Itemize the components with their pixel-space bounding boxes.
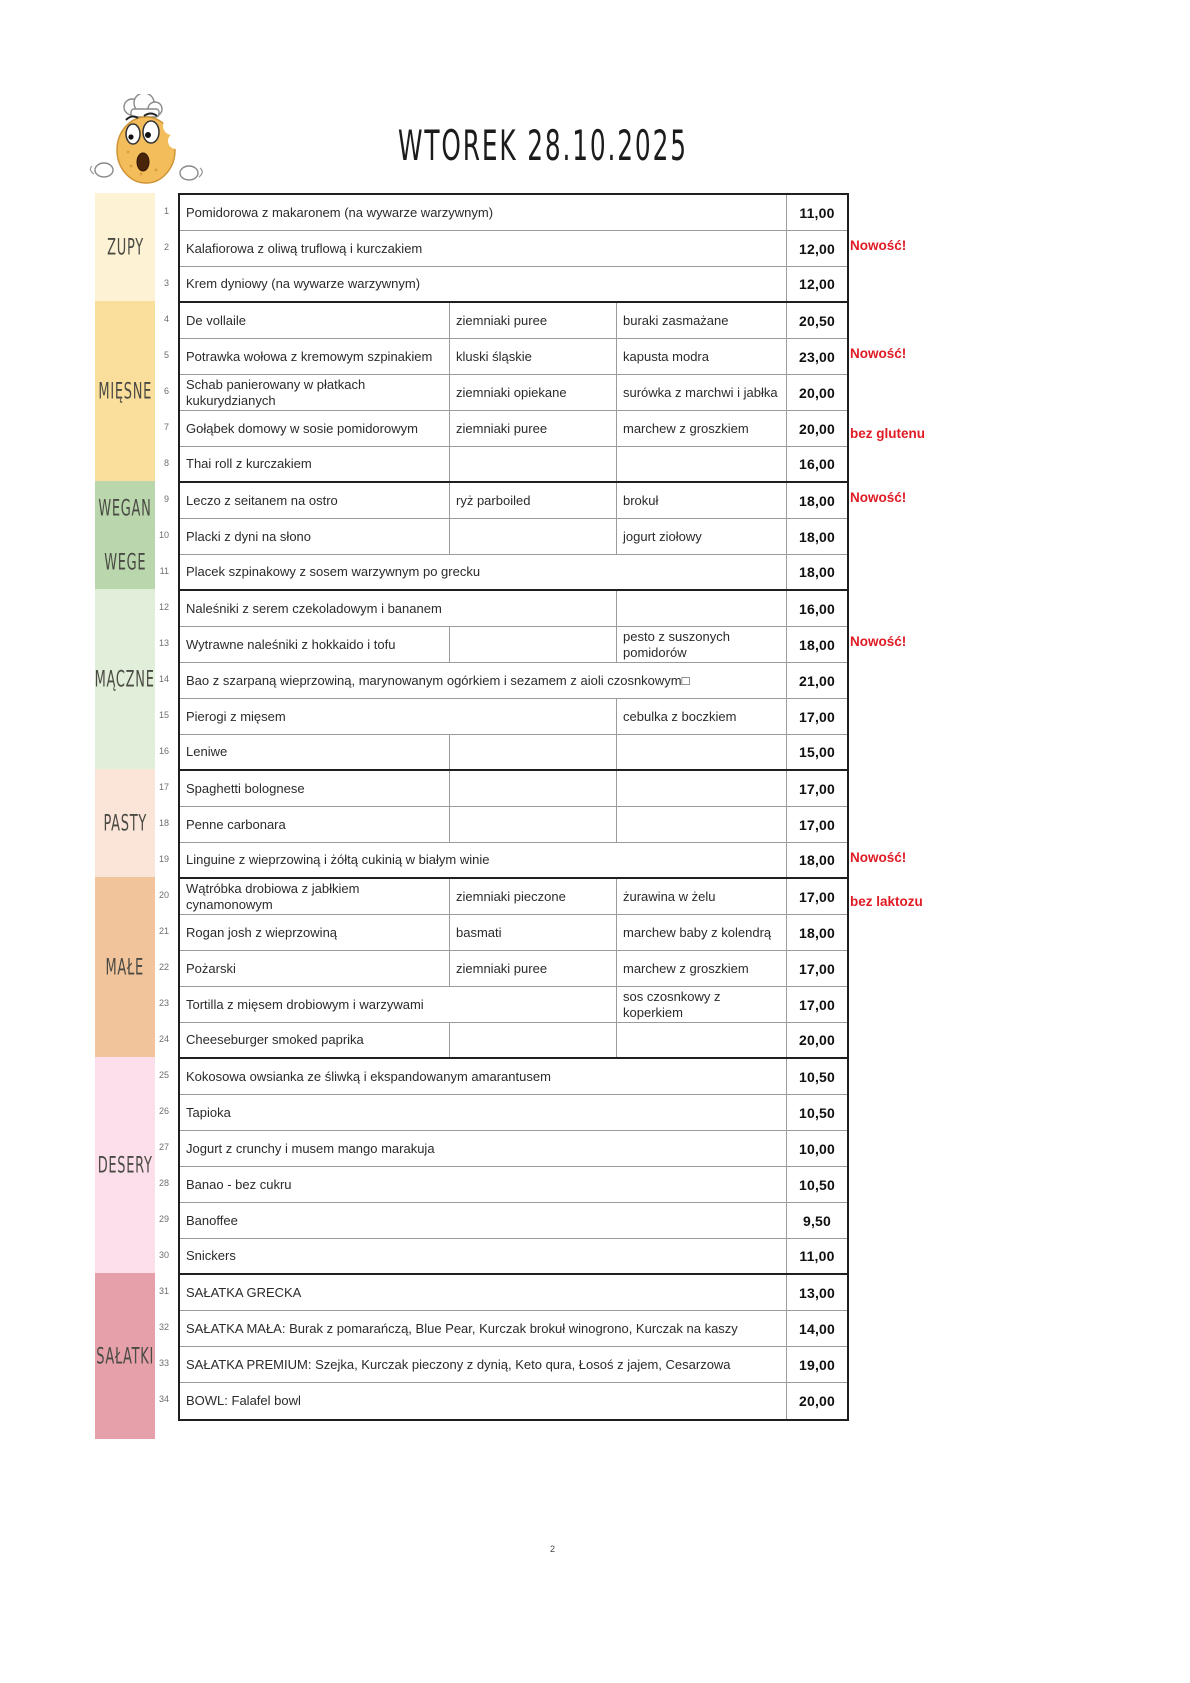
dish-name-cell: Tortilla z mięsem drobiowym i warzywami bbox=[180, 987, 617, 1022]
row-number: 21 bbox=[158, 926, 169, 936]
menu-row bbox=[180, 735, 847, 771]
side-dish-cell bbox=[450, 1023, 617, 1057]
note-label: bez glutenu bbox=[850, 426, 925, 441]
price-cell: 20,00 bbox=[798, 1393, 836, 1409]
side-dish-cell: brokuł bbox=[617, 483, 787, 518]
row-number: 25 bbox=[158, 1070, 169, 1080]
side-dish-cell bbox=[450, 447, 617, 481]
row-number: 27 bbox=[158, 1142, 169, 1152]
menu-row bbox=[180, 591, 847, 627]
note-label: Nowość! bbox=[850, 490, 907, 505]
row-number: 8 bbox=[163, 458, 169, 468]
row-number: 14 bbox=[158, 674, 169, 684]
side-dish-cell: ryż parboiled bbox=[450, 483, 617, 518]
side-dish-cell bbox=[450, 735, 617, 769]
side-dish-cell: ziemniaki puree bbox=[450, 303, 617, 338]
menu-row bbox=[180, 195, 847, 231]
menu-row bbox=[180, 1239, 847, 1275]
side-dish-cell bbox=[617, 807, 787, 842]
side-dish-cell: ziemniaki opiekane bbox=[450, 375, 617, 410]
dish-name-cell: De vollaile bbox=[180, 303, 450, 338]
dish-name-cell: Schab panierowany w płatkach kukurydzianych bbox=[180, 375, 450, 410]
menu-row bbox=[180, 231, 847, 267]
section-band-wegan bbox=[95, 481, 155, 589]
section-label: WEGAN bbox=[98, 494, 152, 522]
dish-name-cell: BOWL: Falafel bowl bbox=[180, 1383, 787, 1419]
section-band-desery bbox=[95, 1057, 155, 1273]
menu-row bbox=[180, 951, 847, 987]
side-dish-cell: marchew baby z kolendrą bbox=[617, 915, 787, 950]
dish-name-cell: Gołąbek domowy w sosie pomidorowym bbox=[180, 411, 450, 446]
price-cell: 16,00 bbox=[798, 456, 836, 472]
menu-row bbox=[180, 303, 847, 339]
menu-row bbox=[180, 1131, 847, 1167]
price-cell: 11,00 bbox=[799, 1248, 835, 1264]
dish-name-cell: Pomidorowa z makaronem (na wywarze warzywnym) bbox=[180, 195, 787, 230]
dish-name-cell: Potrawka wołowa z kremowym szpinakiem bbox=[180, 339, 450, 374]
row-number: 15 bbox=[158, 710, 169, 720]
dish-name-cell: Kalafiorowa z oliwą truflową i kurczakiem bbox=[180, 231, 787, 266]
row-number: 5 bbox=[163, 350, 169, 360]
dish-name-cell: Wątróbka drobiowa z jabłkiem cynamonowym bbox=[180, 879, 450, 914]
row-number: 1 bbox=[163, 206, 169, 216]
side-dish-cell: jogurt ziołowy bbox=[617, 519, 787, 554]
menu-row bbox=[180, 1095, 847, 1131]
price-cell: 17,00 bbox=[798, 888, 836, 905]
dish-name-cell: Cheeseburger smoked paprika bbox=[180, 1023, 450, 1057]
row-number: 16 bbox=[158, 746, 169, 756]
price-cell: 12,00 bbox=[798, 276, 836, 292]
price-cell: 17,00 bbox=[798, 960, 836, 977]
section-label: MĄCZNE bbox=[95, 665, 155, 693]
side-dish-cell: marchew z groszkiem bbox=[617, 411, 787, 446]
dish-name-cell: Pierogi z mięsem bbox=[180, 699, 617, 734]
side-dish-cell: ziemniaki puree bbox=[450, 411, 617, 446]
dish-name-cell: Placek szpinakowy z sosem warzywnym po grecku bbox=[180, 555, 787, 589]
dish-name-cell: Wytrawne naleśniki z hokkaido i tofu bbox=[180, 627, 450, 662]
row-number: 3 bbox=[163, 278, 169, 288]
side-dish-cell bbox=[617, 771, 787, 806]
side-dish-cell: cebulka z boczkiem bbox=[617, 699, 787, 734]
dish-name-cell: Pożarski bbox=[180, 951, 450, 986]
menu-row bbox=[180, 807, 847, 843]
dish-name-cell: Krem dyniowy (na wywarze warzywnym) bbox=[180, 267, 787, 301]
note-label: bez laktozu bbox=[850, 894, 923, 909]
row-number: 26 bbox=[158, 1106, 169, 1116]
side-dish-cell bbox=[617, 591, 787, 626]
menu-row bbox=[180, 699, 847, 735]
menu-row bbox=[180, 1059, 847, 1095]
price-cell: 12,00 bbox=[798, 240, 836, 257]
dish-name-cell: SAŁATKA MAŁA: Burak z pomarańczą, Blue Pear, Kurczak brokuł winogrono, Kurczak na kaszy bbox=[180, 1311, 787, 1346]
menu-row bbox=[180, 375, 847, 411]
section-label: SAŁATKI bbox=[96, 1342, 154, 1370]
menu-row bbox=[180, 519, 847, 555]
row-number: 32 bbox=[158, 1322, 169, 1332]
dish-name-cell: Naleśniki z serem czekoladowym i bananem bbox=[180, 591, 617, 626]
row-number: 34 bbox=[158, 1394, 169, 1404]
price-cell: 18,00 bbox=[798, 492, 836, 509]
dish-name-cell: Spaghetti bolognese bbox=[180, 771, 450, 806]
section-label: WEGE bbox=[103, 548, 147, 576]
price-cell: 23,00 bbox=[798, 348, 836, 365]
price-cell: 18,00 bbox=[798, 924, 836, 941]
menu-row bbox=[180, 987, 847, 1023]
menu-row bbox=[180, 879, 847, 915]
price-cell: 9,50 bbox=[802, 1212, 832, 1229]
price-cell: 20,00 bbox=[798, 1032, 836, 1048]
menu-row bbox=[180, 555, 847, 591]
side-dish-cell: ziemniaki puree bbox=[450, 951, 617, 986]
menu-row bbox=[180, 339, 847, 375]
row-number: 18 bbox=[158, 818, 169, 828]
page-title: WTOREK 28.10.2025 bbox=[398, 122, 688, 171]
row-number: 12 bbox=[158, 602, 169, 612]
dish-name-cell: Banao - bez cukru bbox=[180, 1167, 787, 1202]
row-number: 9 bbox=[163, 494, 169, 504]
dish-name-cell: SAŁATKA GRECKA bbox=[180, 1275, 787, 1310]
price-cell: 11,00 bbox=[799, 204, 835, 221]
dish-name-cell: Thai roll z kurczakiem bbox=[180, 447, 450, 481]
dish-name-cell: Rogan josh z wieprzowiną bbox=[180, 915, 450, 950]
menu-row bbox=[180, 447, 847, 483]
price-cell: 19,00 bbox=[798, 1356, 836, 1373]
menu-table bbox=[95, 193, 1095, 1473]
section-band-pasty bbox=[95, 769, 155, 877]
side-dish-cell bbox=[450, 771, 617, 806]
row-number: 23 bbox=[158, 998, 169, 1008]
row-number: 28 bbox=[158, 1178, 169, 1188]
price-cell: 20,50 bbox=[798, 312, 836, 329]
dish-name-cell: Leniwe bbox=[180, 735, 450, 769]
row-number: 13 bbox=[158, 638, 169, 648]
price-cell: 10,50 bbox=[798, 1104, 836, 1121]
price-cell: 17,00 bbox=[798, 780, 836, 797]
side-dish-cell bbox=[617, 1023, 787, 1057]
section-band-mączne bbox=[95, 589, 155, 769]
dish-name-cell: Banoffee bbox=[180, 1203, 787, 1238]
note-label: Nowość! bbox=[850, 346, 907, 361]
dish-name-cell: Tapioka bbox=[180, 1095, 787, 1130]
row-number: 2 bbox=[163, 242, 169, 252]
side-dish-cell bbox=[450, 627, 617, 662]
row-number: 30 bbox=[158, 1250, 169, 1260]
side-dish-cell: basmati bbox=[450, 915, 617, 950]
menu-row bbox=[180, 1167, 847, 1203]
price-cell: 17,00 bbox=[798, 708, 836, 725]
section-band-zupy bbox=[95, 193, 155, 301]
page-number: 2 bbox=[550, 1544, 556, 1554]
side-dish-cell: żurawina w żelu bbox=[617, 879, 787, 914]
note-label: Nowość! bbox=[850, 850, 907, 865]
side-dish-cell: marchew z groszkiem bbox=[617, 951, 787, 986]
menu-row bbox=[180, 267, 847, 303]
section-label: MAŁE bbox=[105, 953, 145, 981]
dish-name-cell: Leczo z seitanem na ostro bbox=[180, 483, 450, 518]
price-cell: 13,00 bbox=[798, 1284, 836, 1301]
menu-row bbox=[180, 1347, 847, 1383]
menu-row bbox=[180, 1275, 847, 1311]
side-dish-cell: kapusta modra bbox=[617, 339, 787, 374]
price-cell: 18,00 bbox=[798, 636, 836, 653]
side-dish-cell bbox=[617, 447, 787, 481]
price-cell: 18,00 bbox=[798, 528, 836, 545]
price-cell: 17,00 bbox=[798, 816, 836, 833]
dish-name-cell: SAŁATKA PREMIUM: Szejka, Kurczak pieczony z dynią, Keto qura, Łosoś z jajem, Cesarzowa bbox=[180, 1347, 787, 1382]
row-number: 19 bbox=[158, 854, 169, 864]
section-label: PASTY bbox=[103, 809, 147, 837]
menu-row bbox=[180, 1203, 847, 1239]
side-dish-cell: surówka z marchwi i jabłka bbox=[617, 375, 787, 410]
price-cell: 10,50 bbox=[798, 1176, 836, 1193]
row-number: 22 bbox=[158, 962, 169, 972]
side-dish-cell bbox=[450, 807, 617, 842]
note-label: Nowość! bbox=[850, 238, 907, 253]
price-cell: 14,00 bbox=[798, 1320, 836, 1337]
price-cell: 18,00 bbox=[798, 852, 836, 868]
dish-name-cell: Jogurt z crunchy i musem mango marakuja bbox=[180, 1131, 787, 1166]
price-cell: 18,00 bbox=[798, 564, 836, 580]
price-cell: 20,00 bbox=[798, 384, 836, 401]
chef-bread-mascot-illustration bbox=[86, 94, 210, 194]
side-dish-cell: kluski śląskie bbox=[450, 339, 617, 374]
side-dish-cell bbox=[450, 519, 617, 554]
section-label: MIĘSNE bbox=[98, 377, 152, 405]
dish-name-cell: Bao z szarpaną wieprzowiną, marynowanym ogórkiem i sezamem z aioli czosnkowym□ bbox=[180, 663, 787, 698]
price-cell: 15,00 bbox=[798, 744, 836, 760]
row-number: 31 bbox=[158, 1286, 169, 1296]
price-cell: 20,00 bbox=[798, 420, 836, 437]
side-dish-cell: pesto z suszonych pomidorów bbox=[617, 627, 787, 662]
menu-row bbox=[180, 483, 847, 519]
price-cell: 16,00 bbox=[798, 600, 836, 617]
menu-grid bbox=[178, 193, 849, 1421]
dish-name-cell: Linguine z wieprzowiną i żółtą cukinią w białym winie bbox=[180, 843, 787, 877]
row-number: 33 bbox=[158, 1358, 169, 1368]
menu-row bbox=[180, 627, 847, 663]
section-label: DESERY bbox=[97, 1151, 153, 1179]
row-number: 20 bbox=[158, 890, 169, 900]
section-band-sałatki bbox=[95, 1273, 155, 1439]
menu-row bbox=[180, 411, 847, 447]
side-dish-cell: sos czosnkowy z koperkiem bbox=[617, 987, 787, 1022]
side-dish-cell: ziemniaki pieczone bbox=[450, 879, 617, 914]
price-cell: 10,50 bbox=[798, 1068, 836, 1085]
note-label: Nowość! bbox=[850, 634, 907, 649]
dish-name-cell: Kokosowa owsianka ze śliwką i ekspandowanym amarantusem bbox=[180, 1059, 787, 1094]
menu-row bbox=[180, 1311, 847, 1347]
dish-name-cell: Placki z dyni na słono bbox=[180, 519, 450, 554]
menu-row bbox=[180, 1023, 847, 1059]
section-band-mięsne bbox=[95, 301, 155, 481]
menu-row bbox=[180, 1383, 847, 1419]
section-band-małe bbox=[95, 877, 155, 1057]
menu-row bbox=[180, 663, 847, 699]
section-label: ZUPY bbox=[106, 233, 144, 261]
side-dish-cell: buraki zasmażane bbox=[617, 303, 787, 338]
menu-row bbox=[180, 915, 847, 951]
dish-name-cell: Snickers bbox=[180, 1239, 787, 1273]
menu-row bbox=[180, 771, 847, 807]
price-cell: 21,00 bbox=[798, 672, 836, 689]
row-number: 11 bbox=[159, 566, 169, 576]
row-number: 29 bbox=[158, 1214, 169, 1224]
row-number: 24 bbox=[158, 1034, 169, 1044]
price-cell: 17,00 bbox=[798, 996, 836, 1013]
row-number: 10 bbox=[158, 530, 169, 540]
side-dish-cell bbox=[617, 735, 787, 769]
menu-row bbox=[180, 843, 847, 879]
row-number: 4 bbox=[163, 314, 169, 324]
price-cell: 10,00 bbox=[798, 1140, 836, 1157]
row-number: 6 bbox=[163, 386, 169, 396]
dish-name-cell: Penne carbonara bbox=[180, 807, 450, 842]
row-number: 7 bbox=[163, 422, 169, 432]
row-number: 17 bbox=[158, 782, 169, 792]
